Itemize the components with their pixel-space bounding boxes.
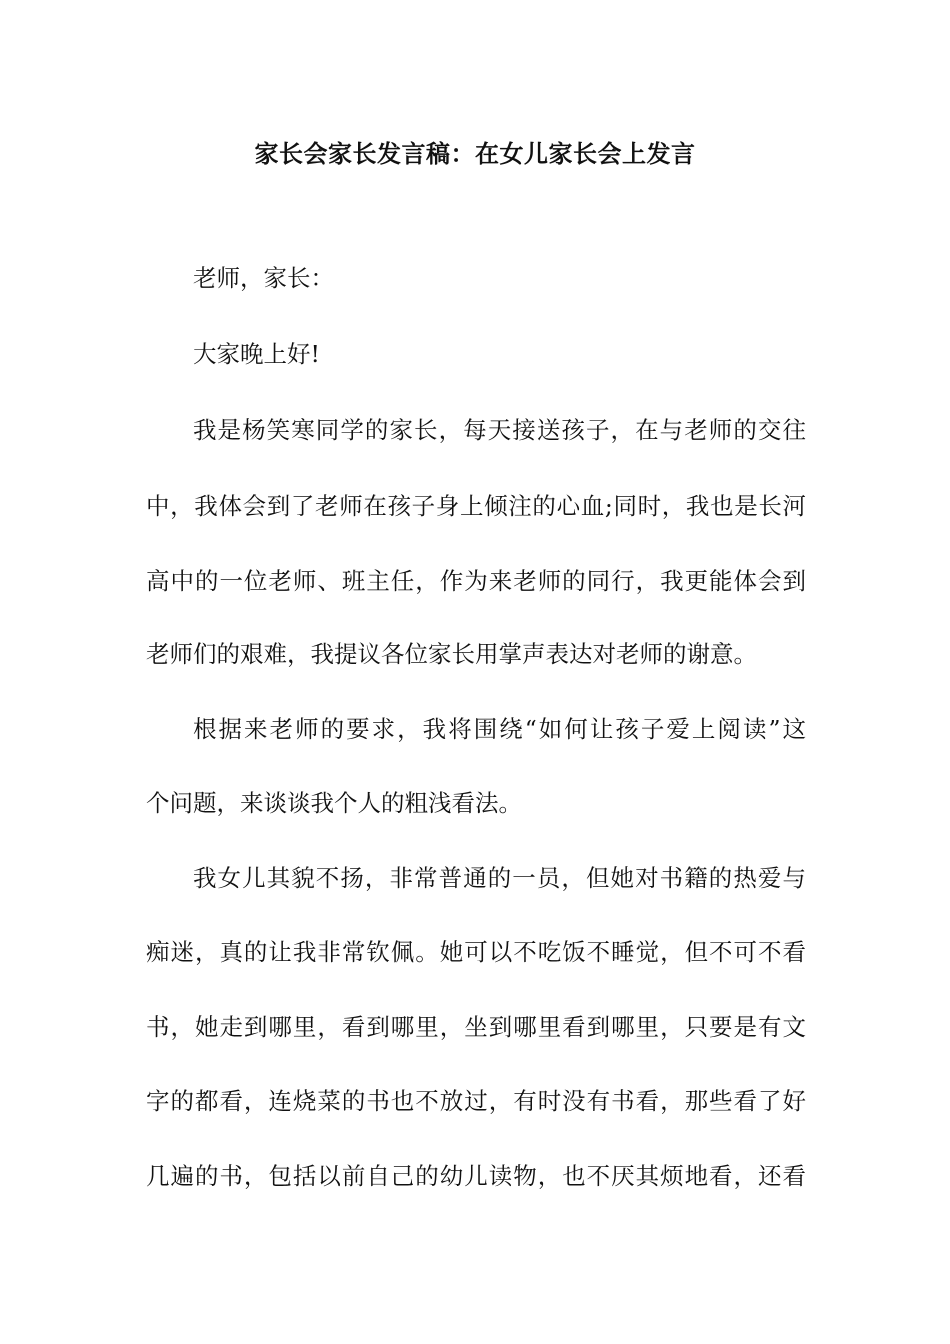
document-title: 家长会家长发言稿：在女儿家长会上发言 bbox=[254, 139, 696, 168]
paragraph-line: 我是杨笑寒同学的家长，每天接送孩子，在与老师的交往 bbox=[193, 416, 806, 444]
paragraph-line: 中，我体会到了老师在孩子身上倾注的心血;同时，我也是长河 bbox=[146, 492, 806, 520]
paragraph-line: 老师们的艰难，我提议各位家长用掌声表达对老师的谢意。 bbox=[146, 640, 757, 668]
paragraph-line: 痴迷，真的让我非常钦佩。她可以不吃饭不睡觉，但不可不看 bbox=[146, 938, 806, 966]
paragraph-line: 个问题，来谈谈我个人的粗浅看法。 bbox=[146, 789, 522, 817]
paragraph-line: 高中的一位老师、班主任，作为来老师的同行，我更能体会到 bbox=[146, 567, 806, 595]
salutation-line: 老师，家长： bbox=[193, 264, 334, 292]
greeting-line: 大家晚上好! bbox=[193, 340, 320, 368]
paragraph-line: 根据来老师的要求，我将围绕“如何让孩子爱上阅读”这 bbox=[193, 715, 806, 743]
paragraph-line: 我女儿其貌不扬，非常普通的一员，但她对书籍的热爱与 bbox=[193, 864, 806, 892]
paragraph-line: 书，她走到哪里，看到哪里，坐到哪里看到哪里，只要是有文 bbox=[146, 1013, 806, 1041]
paragraph-line: 字的都看，连烧菜的书也不放过，有时没有书看，那些看了好 bbox=[146, 1087, 806, 1115]
paragraph-line: 几遍的书，包括以前自己的幼儿读物，也不厌其烦地看，还看 bbox=[146, 1162, 806, 1190]
